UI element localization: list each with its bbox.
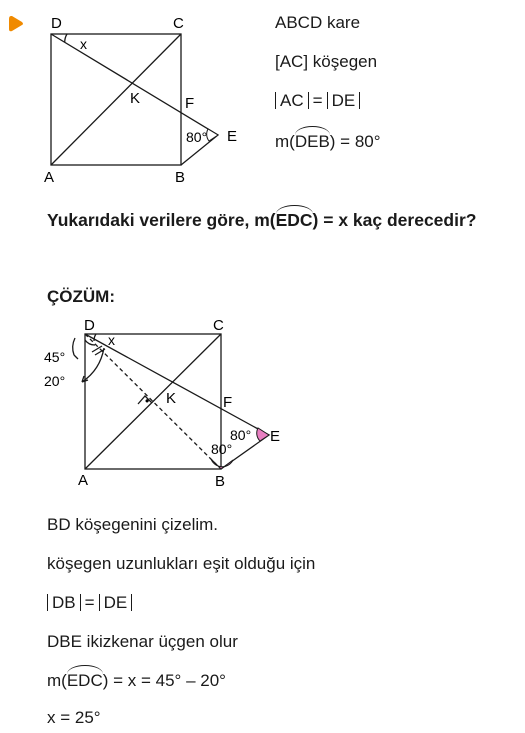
angle-80-b-label: 80° (211, 441, 233, 457)
label-a-2: A (78, 472, 89, 489)
label-a: A (44, 169, 55, 186)
step-6: x = 25° (47, 708, 101, 727)
question-suffix: ) = x kaç derecedir? (312, 210, 477, 230)
angle-80-label: 80° (186, 129, 208, 145)
question-text (47, 212, 476, 230)
solution-heading: ÇÖZÜM: (47, 287, 115, 306)
step-1: BD köşegenini çizelim. (47, 515, 219, 534)
m-prefix: m( (275, 132, 295, 151)
label-k-2: K (166, 390, 177, 407)
abs-ac: AC (275, 92, 309, 109)
step-5 (47, 672, 226, 689)
angle-45-arrow (73, 338, 78, 359)
solution-figure (0, 300, 300, 500)
label-f-2: F (223, 394, 233, 411)
label-c-2: C (213, 317, 224, 334)
step-5-rest: ) = x = 45° – 20° (102, 671, 226, 690)
step-3 (47, 594, 132, 611)
problem-figure (0, 0, 260, 190)
given-line-3 (275, 92, 360, 109)
angle-edc: EDC (275, 210, 313, 230)
angle-80-e-label: 80° (230, 427, 252, 443)
label-e: E (227, 128, 238, 145)
label-b: B (175, 169, 186, 186)
equals-sign-2: = (84, 593, 95, 612)
angle-edc-2: EDC (66, 671, 103, 690)
right-angle-dot: • (145, 394, 150, 408)
angle-45-label: 45° (44, 349, 66, 365)
given-line-2: [AC] köşegen (275, 52, 378, 71)
angle-value: ) = 80° (329, 132, 381, 151)
abs-de: DE (327, 92, 361, 109)
angle-x-arc (65, 34, 67, 42)
label-f: F (185, 95, 195, 112)
step-4: DBE ikizkenar üçgen olur (47, 632, 238, 651)
label-d: D (51, 15, 62, 32)
question-prefix: Yukarıdaki verilere göre, m( (47, 210, 276, 230)
label-e-2: E (270, 428, 281, 445)
equals-sign: = (312, 91, 323, 110)
angle-80-b-fill (211, 459, 233, 469)
given-line-4 (275, 133, 381, 150)
abs-db: DB (47, 594, 81, 611)
given-line-1: ABCD kare (275, 13, 361, 32)
segment-de-eb-2 (85, 334, 269, 469)
diagonal-ac (51, 34, 181, 165)
angle-x-label-2: x (108, 332, 115, 348)
label-d-2: D (84, 317, 95, 334)
label-c: C (173, 15, 184, 32)
angle-80-e-fill (257, 428, 269, 441)
angle-deb: DEB (294, 132, 330, 151)
abs-de-2: DE (99, 594, 133, 611)
label-k: K (130, 90, 141, 107)
angle-x-label: x (80, 36, 87, 52)
label-b-2: B (215, 473, 226, 490)
step-2: köşegen uzunlukları eşit olduğu için (47, 554, 316, 573)
angle-20-label: 20° (44, 373, 66, 389)
m-prefix-2: m( (47, 671, 67, 690)
angle-80-arc (207, 129, 218, 141)
